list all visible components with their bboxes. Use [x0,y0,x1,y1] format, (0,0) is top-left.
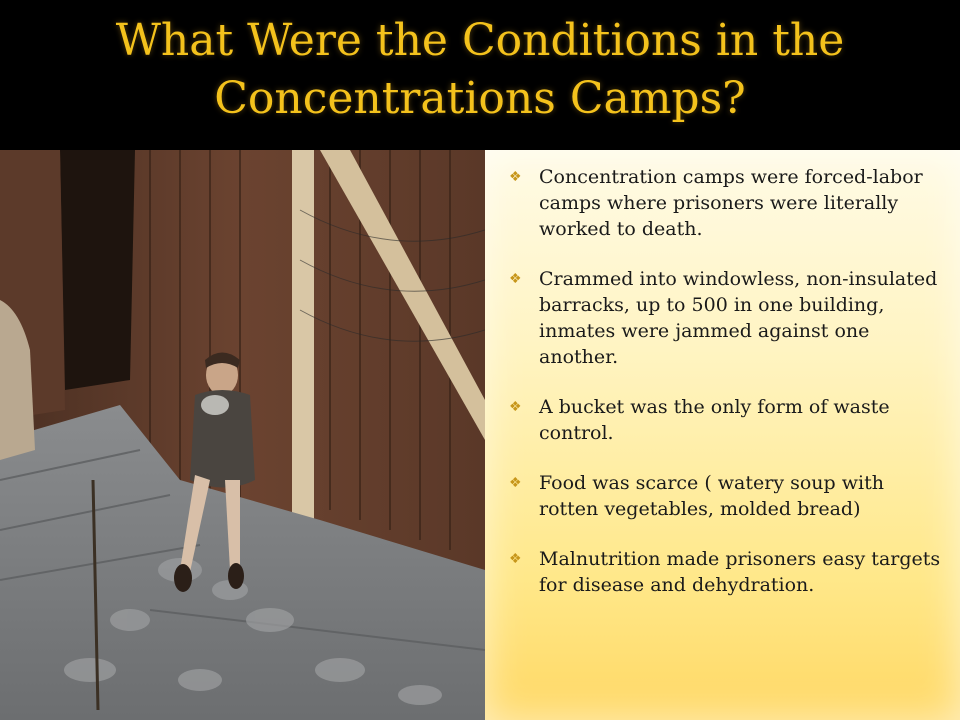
bullet-text: Malnutrition made prisoners easy targets for disease and dehydration. [539,548,941,596]
diamond-bullet-icon: ❖ [509,169,522,185]
list-item [509,546,942,598]
list-item [509,394,942,446]
list-item [509,470,942,522]
text-panel [485,150,960,720]
bullet-text: A bucket was the only form of waste control. [539,396,890,444]
diamond-bullet-icon: ❖ [509,475,522,491]
slide-title: What Were the Conditions in the Concentrations Camps? [115,15,845,124]
bullet-text: Food was scarce ( watery soup with rotten vegetables, molded bread) [539,472,884,520]
bullet-text: Concentration camps were forced-labor camps where prisoners were literally worked to death. [539,166,923,240]
diamond-bullet-icon: ❖ [509,271,522,287]
diamond-bullet-icon: ❖ [509,551,522,567]
list-item [509,164,942,242]
list-item [509,266,942,370]
diamond-bullet-icon: ❖ [509,399,522,415]
bullet-text: Crammed into windowless, non-insulated barracks, up to 500 in one building, inmates were jammed against one another. [539,268,938,368]
bullet-list [485,150,960,598]
camp-photo [0,150,485,720]
title-band [0,0,960,150]
